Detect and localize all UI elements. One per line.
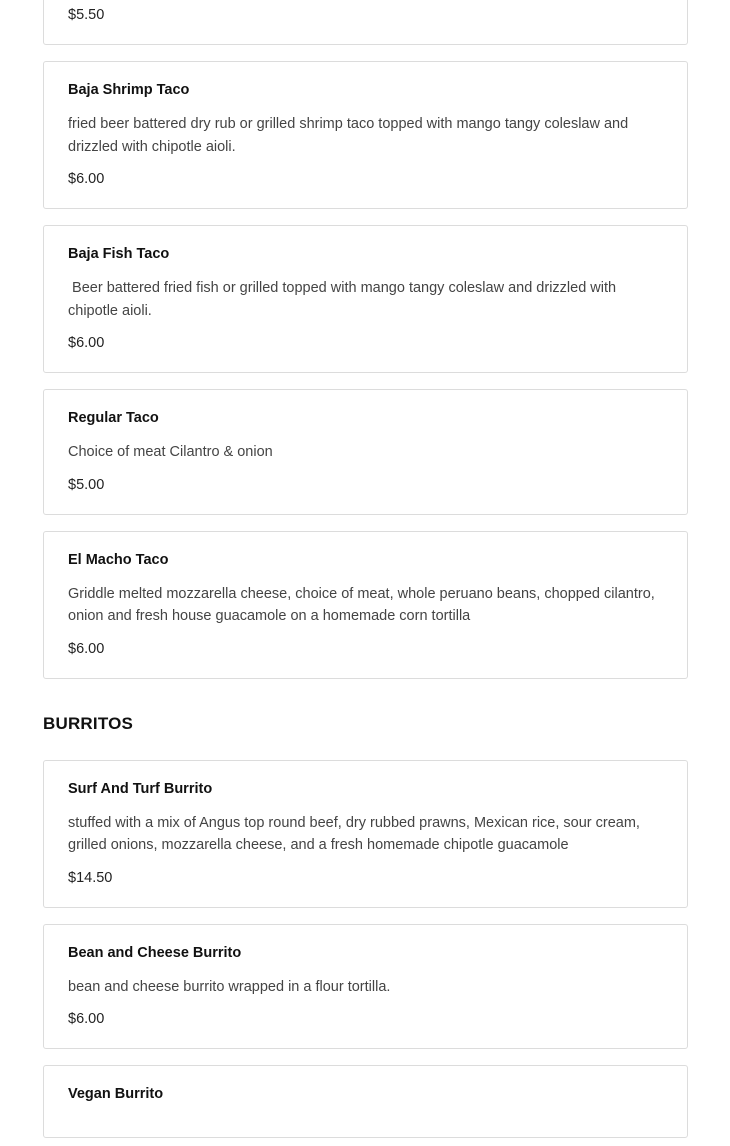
menu-item-price: $14.50 <box>68 869 113 886</box>
menu-item-description: bean and cheese burrito wrapped in a flour tortilla. <box>68 978 391 995</box>
menu-item-price: $6.00 <box>68 640 105 657</box>
menu-content <box>43 0 688 1146</box>
menu-item-price: $5.00 <box>68 476 105 493</box>
menu-item-name: Surf And Turf Burrito <box>68 780 213 797</box>
menu-item-price: $5.50 <box>68 7 105 23</box>
menu-item-price: $6.00 <box>68 1011 105 1027</box>
menu-item-card-el-macho-taco[interactable] <box>43 531 688 679</box>
menu-item-description: Choice of meat Cilantro & onion <box>68 444 273 460</box>
menu-item-price: $6.00 <box>68 335 105 351</box>
menu-item-description: Beer battered fried fish or grilled topped with mango tangy coleslaw and drizzled with chipotle aioli. <box>68 280 621 319</box>
menu-item-price: $6.00 <box>68 171 105 187</box>
menu-item-description: fried beer battered dry rub or grilled shrimp taco topped with mango tangy coleslaw and drizzled with chipotle aioli. <box>68 116 633 155</box>
menu-item-name: El Macho Taco <box>68 551 169 568</box>
menu-item-name: Bean and Cheese Burrito <box>68 944 242 961</box>
menu-item-name: Baja Shrimp Taco <box>68 82 190 98</box>
menu-item-description: Griddle melted mozzarella cheese, choice of meat, whole peruano beans, chopped cilantro, onion and fresh house guacamole on a homemade corn tortilla <box>68 585 659 624</box>
menu-item-name: Vegan Burrito <box>68 1086 164 1102</box>
menu-item-card-baja-fish-taco[interactable] <box>43 225 688 373</box>
menu-item-card-surf-and-turf-burrito[interactable] <box>43 760 688 908</box>
section-title-burritos: BURRITOS <box>43 713 134 733</box>
menu-item-card-vegan-burrito[interactable] <box>43 1065 688 1138</box>
menu-item-card-bean-and-cheese-burrito[interactable] <box>43 924 688 1050</box>
menu-item-description: stuffed with a mix of Angus top round beef, dry rubbed prawns, Mexican rice, sour cream, grilled onions, mozzarella cheese, and a fresh homemade chipotle guacamole <box>68 814 644 853</box>
menu-item-card-partial[interactable] <box>43 0 688 45</box>
menu-item-name: Regular Taco <box>68 410 159 426</box>
menu-item-card-regular-taco[interactable] <box>43 389 688 515</box>
menu-item-name: Baja Fish Taco <box>68 246 170 262</box>
menu-item-card-baja-shrimp-taco[interactable] <box>43 61 688 209</box>
